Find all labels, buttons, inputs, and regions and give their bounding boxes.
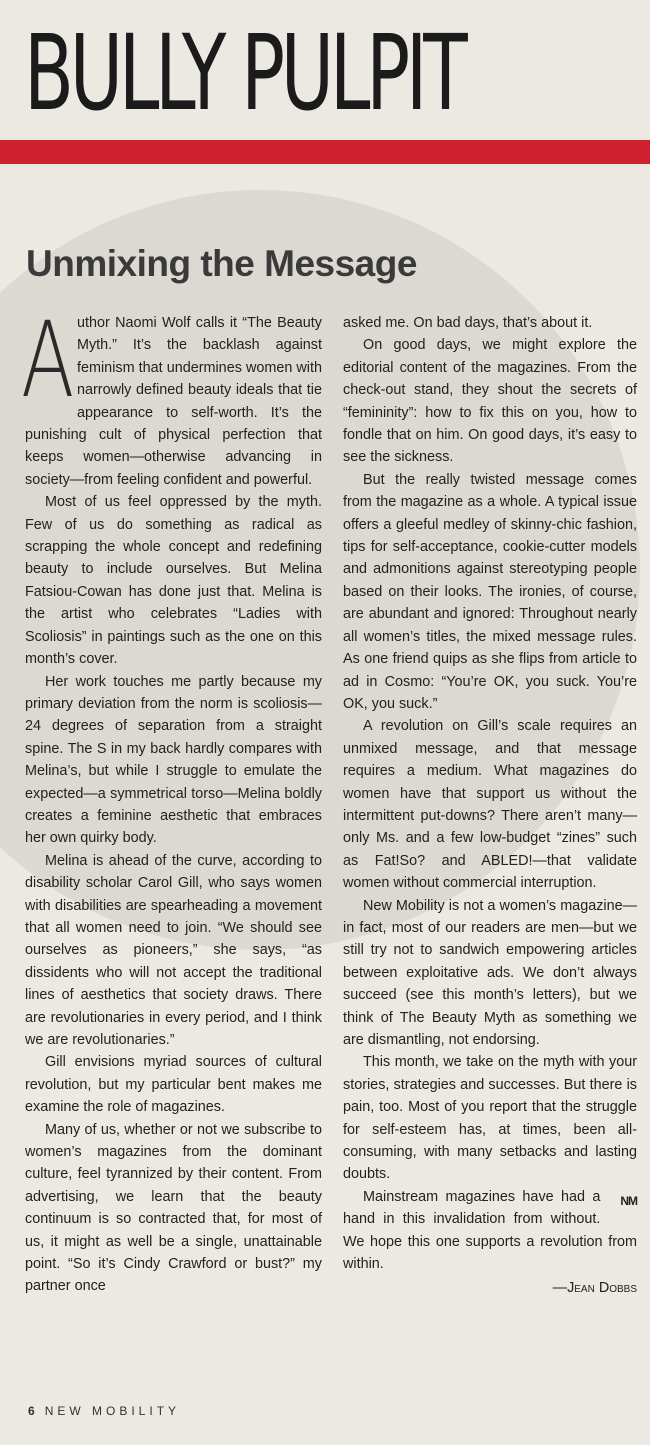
article-paragraph: This month, we take on the myth with your stories, strategies and successes. But there is pain, too. Most of you report that the struggle for self-esteem has, at times, been all-consuming, with many setbacks and lasting doubts. (343, 1054, 637, 1183)
article-paragraph: Author Naomi Wolf calls it “The Beauty Myth.” It’s the backlash against feminism that undermines women with narrowly defined beauty ideals that tie appearance to self-worth. It’s the punishing cult of physical perfection that keeps women—otherwise advancing in society—from feeling confident and powerful. (21, 299, 322, 488)
author-signature: —Jean Dobbs (552, 1280, 637, 1297)
drop-cap: A (21, 299, 75, 421)
article-paragraph: But the really twisted message comes from the magazine as a whole. A typical issue offers a gleeful medley of skinny-chic fashion, tips for self-acceptance, cookie-cutter models and admonitions against stereotyping people based on their looks. The ironies, of course, are abundant and ignored: Throughout nearly all women’s titles, the mixed message rules. As one friend quips as she flips from article to ad in Cosmo: “You’re OK, you suck. You’re OK, you suck.” (343, 471, 637, 712)
article-column-right (343, 312, 637, 1300)
masthead-title: BULLY PULPIT (24, 12, 464, 134)
article-title: Unmixing the Message (26, 242, 417, 284)
publication-name: NEW MOBILITY (44, 1404, 181, 1418)
masthead (0, 0, 650, 170)
article-paragraph: NM Mainstream magazines have had a hand in this invalidation from without. We hope this one supports a revolution from within. (343, 1188, 637, 1273)
article-paragraph: A revolution on Gill’s scale requires an unmixed message, and that message requires a medium. What magazines do women have that support us without the intermittent put-downs? There aren’t many—only Ms. and a few low-budget “zines” such as Fat!So? and ABLED!—that validate women without commercial interruption. (343, 718, 637, 892)
article-paragraph: Many of us, whether or not we subscribe to women’s magazines from the dominant culture, feel tyrannized by their content. From advertising, we learn that the beauty continuum is so contracted that, for most of us, it might as well be a single, unattainable point. “So it’s Cindy Crawford or bust?” my partner once (25, 1121, 322, 1295)
article-paragraph: New Mobility is not a women’s magazine—in fact, most of our readers are men—but we still try not to sandwich empowering articles between exploitative ads. We don’t always succeed (see this month’s letters), but we think of The Beauty Myth as something we are dismantling, not endorsing. (343, 897, 637, 1048)
article-paragraph: Most of us feel oppressed by the myth. Few of us do something as radical as scrapping the whole concept and redefining beauty to include ourselves. But Melina Fatsiou-Cowan has done just that. Melina is the artist who celebrates “Ladies with Scoliosis” in paintings such as the one on this month’s cover. (25, 494, 322, 668)
page-footer (28, 1404, 180, 1418)
article-paragraph: On good days, we might explore the editorial content of the magazines. From the check-out stand, they shout the secrets of “femininity”: how to fix this on you, how to fondle that on him. On good days, it’s easy to see the sickness. (343, 337, 637, 466)
article-paragraph: Her work touches me partly because my primary deviation from the norm is scoliosis—24 degrees of separation from a straight spine. The S in my back hardly compares with Melina’s, but while I struggle to emulate the expected—a symmetrical torso—Melina boldly creates a feminine aesthetic that embraces her own quirky body. (25, 673, 322, 847)
article-paragraph: Melina is ahead of the curve, according to disability scholar Carol Gill, who says women with disabilities are spearheading a movement that all women need to join. “We should see ourselves as pioneers,” she says, “as dissidents who will not accept the traditional lines of aesthetics that society draws. There are revolutionaries in every period, and I think we are revolutionaries.” (25, 852, 322, 1048)
article-paragraph: Gill envisions myriad sources of cultural revolution, but my particular bent makes me examine the role of magazines. (25, 1054, 322, 1116)
page-number: 6 (28, 1404, 35, 1418)
article-paragraph: asked me. On bad days, that’s about it. (343, 315, 593, 331)
end-mark-icon: NM (620, 1193, 637, 1208)
article-column-left (21, 299, 322, 1298)
masthead-red-bar (0, 140, 650, 164)
